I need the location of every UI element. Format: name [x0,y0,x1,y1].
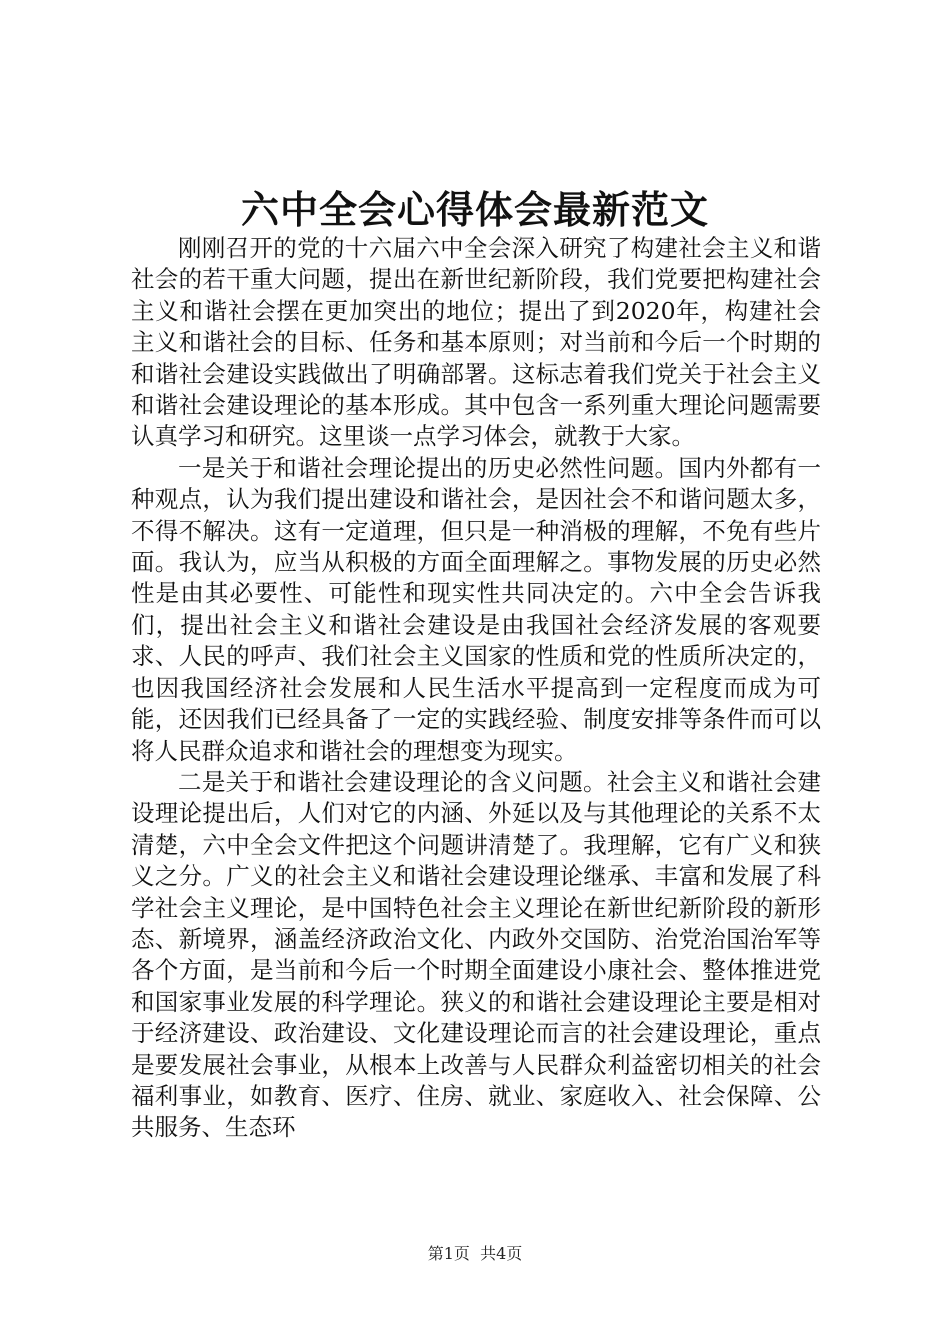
page-title: 六中全会心得体会最新范文 [240,187,709,232]
page-number-label: 第1页 共4页 [427,1244,523,1263]
page-footer [0,1243,950,1265]
paragraph-intro: 刚刚召开的党的十六届六中全会深入研究了构建社会主义和谐社会的若干重大问题，提出在新世纪新阶段，我们党要把构建社会主义和谐社会摆在更加突出的地位；提出了到2020年，构建社会主义和谐社会的目标、任务和基本原则；对当前和今后一个时期的和谐社会建设实践做出了明确部署。这标志着我们党关于社会主义和谐社会建设理论的基本形成。其中包含一系列重大理论问题需要认真学习和研究。这里谈一点学习体会，就教于大家。 [131,234,821,451]
paragraph-point-two: 二是关于和谐社会建设理论的含义问题。社会主义和谐社会建设理论提出后，人们对它的内涵、外延以及与其他理论的关系不太清楚，六中全会文件把这个问题讲清楚了。我理解，它有广义和狭义之分。广义的社会主义和谐社会建设理论继承、丰富和发展了科学社会主义理论，是中国特色社会主义理论在新世纪新阶段的新形态、新境界，涵盖经济政治文化、内政外交国防、治党治国治军等各个方面，是当前和今后一个时期全面建设小康社会、整体推进党和国家事业发展的科学理论。狭义的和谐社会建设理论主要是相对于经济建设、政治建设、文化建设理论而言的社会建设理论，重点是要发展社会事业，从根本上改善与人民群众利益密切相关的社会福利事业，如教育、医疗、住房、就业、家庭收入、社会保障、公共服务、生态环 [131,767,821,1142]
paragraph-point-one: 一是关于和谐社会理论提出的历史必然性问题。国内外都有一种观点，认为我们提出建设和谐社会，是因社会不和谐问题太多，不得不解决。这有一定道理，但只是一种消极的理解，不免有些片面。我认为，应当从积极的方面全面理解之。事物发展的历史必然性是由其必要性、可能性和现实性共同决定的。六中全会告诉我们，提出社会主义和谐社会建设是由我国社会经济发展的客观要求、人民的呼声、我们社会主义国家的性质和党的性质所决定的，也因我国经济社会发展和人民生活水平提高到一定程度而成为可能，还因我们已经具备了一定的实践经验、制度安排等条件而可以将人民群众追求和谐社会的理想变为现实。 [131,453,821,765]
document-body [131,233,821,1144]
